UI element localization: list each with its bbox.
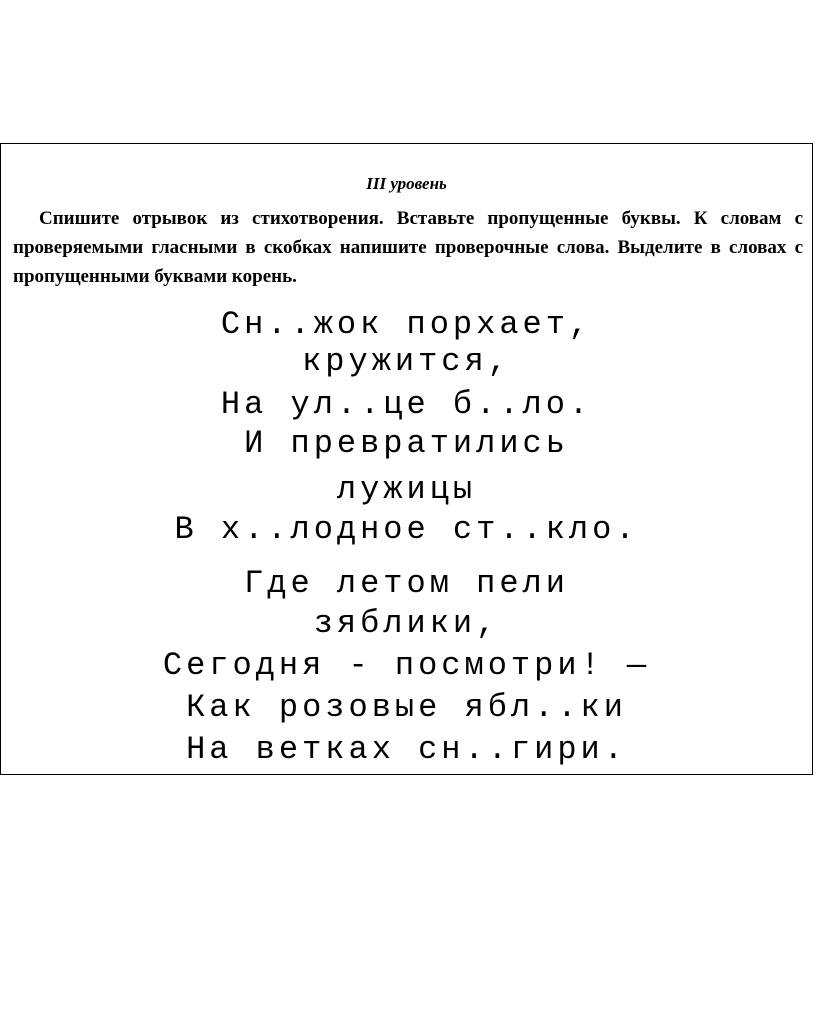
poem-line: В х..лодное ст..кло.	[174, 511, 639, 548]
poem-line: зяблики,	[313, 605, 500, 642]
poem-line: Как розовые ябл..ки	[186, 689, 627, 726]
instruction-text: Спишите отрывок из стихотворения. Вставьте пропущенные буквы. К словам с проверяемыми гласными в скобках напишите проверочные слова. Выделите в словах с пропущенными буквами корень.	[13, 208, 803, 287]
poem-line: кружится,	[302, 343, 511, 380]
level-heading: III уровень	[366, 174, 447, 193]
poem-line: И превратились	[244, 425, 569, 462]
poem-line: На ветках сн..гири.	[186, 731, 627, 768]
exercise-frame	[0, 143, 813, 775]
poem-line: Сегодня - посмотри! —	[162, 647, 651, 684]
poem-line: Сн..жок порхает,	[220, 306, 593, 343]
poem-line: На ул..це б..ло.	[220, 386, 593, 423]
poem-line: Где летом пели	[244, 565, 569, 602]
poem-line: лужицы	[336, 471, 477, 508]
